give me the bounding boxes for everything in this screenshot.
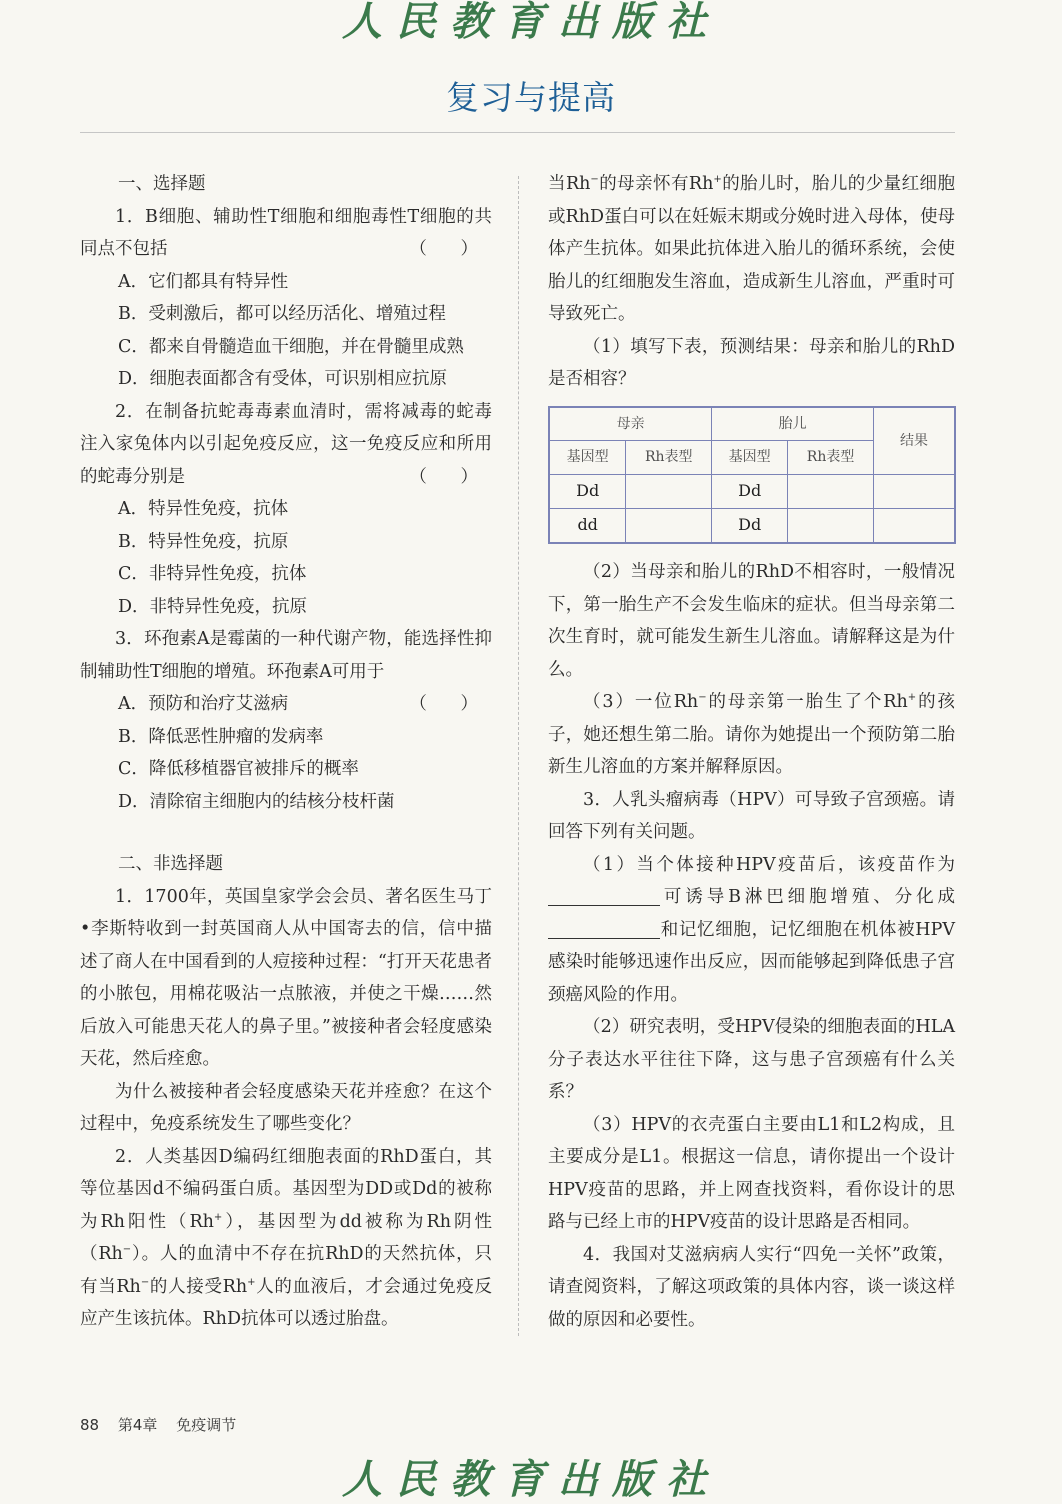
option-d: D．细胞表面都含有受体，可识别相应抗原 — [118, 369, 448, 389]
rh-table — [548, 406, 956, 545]
option-d: D．清除宿主细胞内的结核分枝杆菌 — [118, 791, 395, 812]
table-subheader-genotype: 基因型 — [549, 441, 626, 475]
option-a: A．特异性免疫，抗体 — [118, 499, 289, 519]
nonchoice-1-question: 为什么被接种者会轻度感染天花并痊愈？在这个过程中，免疫系统发生了哪些变化？ — [80, 1081, 492, 1134]
table-subheader-rh: Rh表型 — [626, 441, 712, 475]
fetus-genotype-cell: Dd — [712, 509, 788, 544]
nonchoice-1-text: 1．1700年，英国皇家学会会员、著名医生马丁•李斯特收到一封英国商人从中国寄去的信，信中描述了商人在中国看到的人痘接种过程：“打开天花患者的小脓包，用棉花吸沾一点脓液，并使之干燥……然后放入可能患天花人的鼻子里。”被接种者会轻度感染天花，然后痊愈。 — [80, 886, 492, 1069]
table-row — [549, 475, 955, 509]
question-3: 3．环孢素A是霉菌的一种代谢产物，能选择性抑制辅助性T细胞的增殖。环孢素A可用于 （ ） — [80, 623, 492, 688]
option-c: C．非特异性免疫，抗体 — [118, 564, 307, 584]
table-header-mother: 母亲 — [549, 407, 712, 441]
nonchoice-4: 4．我国对艾滋病病人实行“四免一关怀”政策，请查阅资料，了解这项政策的具体内容，谈一谈这样做的原因和必要性。 — [548, 1244, 955, 1330]
answer-blank — [548, 887, 660, 906]
answer-blank — [548, 920, 660, 939]
option-a: A．预防和治疗艾滋病 — [118, 694, 289, 714]
option-a: A．它们都具有特异性 — [118, 271, 289, 292]
answer-paren: （ ） — [409, 239, 492, 259]
subquestion-3: （3）一位Rh−的母亲第一胎生了个Rh+的孩子，她还想生第二胎。请你为她提出一个预防第二胎新生儿溶血的方案并解释原因。 — [548, 692, 955, 777]
table-row — [549, 509, 955, 544]
title-divider — [80, 132, 955, 133]
mother-rh-cell — [626, 509, 712, 544]
nonchoice-3: 3．人乳头瘤病毒（HPV）可导致子宫颈癌。请回答下列有关问题。 — [548, 789, 955, 842]
subquestion-1: （1）填写下表，预测结果：母亲和胎儿的RhD是否相容？ — [548, 336, 955, 389]
section-title-choice: 一、选择题 — [118, 174, 206, 194]
chapter-title: 免疫调节 — [176, 1416, 237, 1434]
section-title-nonchoice: 二、非选择题 — [118, 854, 223, 874]
option-b: B．受刺激后，都可以经历活化、增殖过程 — [118, 304, 446, 324]
page-footer — [80, 1414, 250, 1435]
page-title: 复习与提高 — [446, 78, 616, 117]
table-header-fetus: 胎儿 — [712, 407, 874, 441]
right-column — [548, 168, 955, 1336]
chapter-number: 第4章 — [117, 1416, 158, 1434]
page-number: 88 — [80, 1416, 100, 1434]
result-cell — [874, 509, 956, 544]
option-c: C．都来自骨髓造血干细胞，并在骨髓里成熟 — [118, 336, 464, 357]
option-b: B．降低恶性肿瘤的发病率 — [118, 726, 324, 747]
fetus-rh-cell — [788, 509, 874, 544]
question-2: 2．在制备抗蛇毒毒素血清时，需将减毒的蛇毒注入家兔体内以引起免疫反应，这一免疫反应和所用的蛇毒分别是 （ ） — [80, 396, 492, 494]
nonchoice-3-sub2: （2）研究表明，受HPV侵染的细胞表面的HLA分子表达水平往往下降，这与患子宫颈癌有什么关系？ — [548, 1017, 955, 1102]
option-d: D．非特异性免疫，抗原 — [118, 596, 308, 617]
question-1: 1．B细胞、辅助性T细胞和细胞毒性T细胞的共同点不包括 （ ） — [80, 201, 492, 266]
table-header-result: 结果 — [874, 407, 956, 475]
answer-paren: （ ） — [409, 466, 492, 487]
mother-genotype-cell: Dd — [549, 475, 626, 509]
publisher-logo: 人民教育出版社 — [342, 0, 720, 45]
nonchoice-2-continued: 当Rh−的母亲怀有Rh+的胎儿时，胎儿的少量红细胞或RhD蛋白可以在妊娠末期或分娩时进入母体，使母体产生抗体。如果此抗体进入胎儿的循环系统，会使胎儿的红细胞发生溶血，造成新生儿溶血，严重时可导致死亡。 — [548, 174, 955, 324]
option-c: C．降低移植器官被排斥的概率 — [118, 759, 359, 779]
fetus-genotype-cell: Dd — [712, 475, 788, 509]
mother-genotype-cell: dd — [549, 509, 626, 544]
result-cell — [874, 475, 956, 509]
column-divider — [518, 176, 519, 1336]
left-column — [80, 168, 492, 1336]
answer-paren: （ ） — [409, 694, 492, 714]
fetus-rh-cell — [788, 475, 874, 509]
option-b: B．特异性免疫，抗原 — [118, 531, 289, 552]
nonchoice-3-sub3: （3）HPV的衣壳蛋白主要由L1和L2构成，且主要成分是L1。根据这一信息，请你提出一个设计HPV疫苗的思路，并上网查找资料，看你设计的思路与已经上市的HPV疫苗的设计思路是否相同。 — [548, 1114, 955, 1232]
table-subheader-rh: Rh表型 — [788, 441, 874, 475]
table-subheader-genotype: 基因型 — [712, 441, 788, 475]
nonchoice-3-sub1: （1）当个体接种HPV疫苗后，该疫苗作为可诱导B淋巴细胞增殖、分化成和记忆细胞，记忆细胞在机体被HPV感染时能够迅速作出反应，因而能够起到降低患子宫颈癌风险的作用。 — [548, 854, 955, 1005]
mother-rh-cell — [626, 475, 712, 509]
subquestion-2: （2）当母亲和胎儿的RhD不相容时，一般情况下，第一胎生产不会发生临床的症状。但当母亲第二次生育时，就可能发生新生儿溶血。请解释这是为什么。 — [548, 562, 955, 680]
nonchoice-2-text: 2．人类基因D编码红细胞表面的RhD蛋白，其等位基因d不编码蛋白质。基因型为DD或Dd的被称为Rh阳性（Rh+），基因型为dd被称为Rh阴性（Rh−）。人的血清中不存在抗RhD的天然抗体，只有当Rh−的人接受Rh+人的血液后，才会通过免疫反应产生该抗体。RhD抗体可以透过胎盘。 — [80, 1146, 492, 1329]
publisher-logo-bottom: 人民教育出版社 — [342, 1456, 720, 1503]
